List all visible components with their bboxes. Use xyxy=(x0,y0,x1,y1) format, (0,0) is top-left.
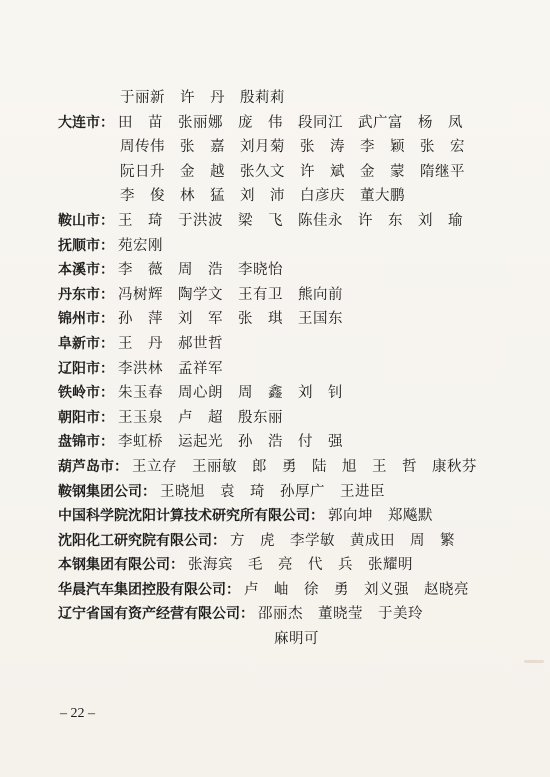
list-row xyxy=(58,430,530,455)
names-text: 阮日升 金 越 张久文 许 斌 金 蒙 隋继平 xyxy=(120,163,465,180)
unit-label: 辽阳市： xyxy=(58,360,114,377)
unit-label: 锦州市： xyxy=(58,311,114,328)
list-row xyxy=(58,111,530,136)
unit-label: 辽宁省国有资产经营有限公司： xyxy=(58,606,254,623)
names-text: 卢 岫 徐 勇 刘义强 赵晓亮 xyxy=(244,581,469,598)
unit-label: 抚顺市： xyxy=(58,237,114,254)
names-text: 张海宾 毛 亮 代 兵 张耀明 xyxy=(188,557,413,574)
names-text: 王立存 王丽敏 郎 勇 陆 旭 王 哲 康秋芬 xyxy=(132,458,477,475)
names-text: 邵丽杰 董晓莹 于美玲 xyxy=(258,606,423,623)
unit-label: 盘锦市： xyxy=(58,434,114,451)
names-text: 田 苗 张丽娜 庞 伟 段同江 武广富 杨 凤 xyxy=(118,114,463,131)
list-row xyxy=(58,381,530,406)
unit-label: 鞍钢集团公司： xyxy=(58,483,156,500)
names-text: 李洪林 孟祥军 xyxy=(118,360,223,377)
names-text: 李虹桥 运起光 孙 浩 付 强 xyxy=(118,434,343,451)
page-number: – 22 – xyxy=(60,706,95,721)
list-row xyxy=(58,258,530,283)
list-row xyxy=(58,504,530,529)
list-row xyxy=(58,332,530,357)
names-text: 麻明可 xyxy=(274,631,319,648)
unit-label: 葫芦岛市： xyxy=(58,458,128,475)
list-row xyxy=(58,627,530,652)
list-row xyxy=(58,480,530,505)
list-row xyxy=(58,602,530,627)
unit-label: 大连市： xyxy=(58,114,114,131)
list-row xyxy=(58,455,530,480)
names-text: 冯树辉 陶学文 王有卫 熊向前 xyxy=(118,286,343,303)
unit-label: 本溪市： xyxy=(58,262,114,279)
list-row xyxy=(58,234,530,259)
list-row xyxy=(58,160,530,185)
unit-label: 朝阳市： xyxy=(58,409,114,426)
list-row xyxy=(58,406,530,431)
names-text: 王玉泉 卢 超 殷东丽 xyxy=(118,409,283,426)
list-row xyxy=(58,357,530,382)
name-list xyxy=(58,86,530,652)
list-row xyxy=(58,553,530,578)
names-text: 孙 萍 刘 军 张 琪 王国东 xyxy=(118,311,343,328)
names-text: 苑宏刚 xyxy=(118,237,163,254)
names-text: 郭向坤 郑飚默 xyxy=(328,508,433,525)
names-text: 周传伟 张 嘉 刘月菊 张 涛 李 颖 张 宏 xyxy=(120,139,465,156)
unit-label: 铁岭市： xyxy=(58,385,114,402)
unit-label: 丹东市： xyxy=(58,286,114,303)
list-row xyxy=(58,578,530,603)
list-row xyxy=(58,86,530,111)
unit-label: 中国科学院沈阳计算技术研究所有限公司： xyxy=(58,508,324,525)
names-text: 李 薇 周 浩 李晓怡 xyxy=(118,262,283,279)
unit-label: 鞍山市： xyxy=(58,212,114,229)
names-text: 王 琦 于洪波 梁 飞 陈佳永 许 东 刘 瑜 xyxy=(118,212,463,229)
names-text: 朱玉春 周心朗 周 鑫 刘 钊 xyxy=(118,385,343,402)
bleed-mark xyxy=(524,660,544,663)
list-row xyxy=(58,184,530,209)
list-row xyxy=(58,307,530,332)
names-text: 王 丹 郝世哲 xyxy=(118,335,223,352)
list-row xyxy=(58,529,530,554)
names-text: 王晓旭 袁 琦 孙厚广 王进臣 xyxy=(160,483,385,500)
unit-label: 阜新市： xyxy=(58,335,114,352)
unit-label: 本钢集团有限公司： xyxy=(58,557,184,574)
names-text: 方 虎 李学敏 黄成田 周 繁 xyxy=(230,532,455,549)
names-text: 李 俊 林 猛 刘 沛 白彦庆 董大鹏 xyxy=(120,188,405,205)
unit-label: 沈阳化工研究院有限公司： xyxy=(58,532,226,549)
list-row xyxy=(58,209,530,234)
names-text: 于丽新 许 丹 殷莉莉 xyxy=(120,90,285,106)
list-row xyxy=(58,283,530,308)
unit-label: 华晨汽车集团控股有限公司： xyxy=(58,581,240,598)
list-row xyxy=(58,135,530,160)
